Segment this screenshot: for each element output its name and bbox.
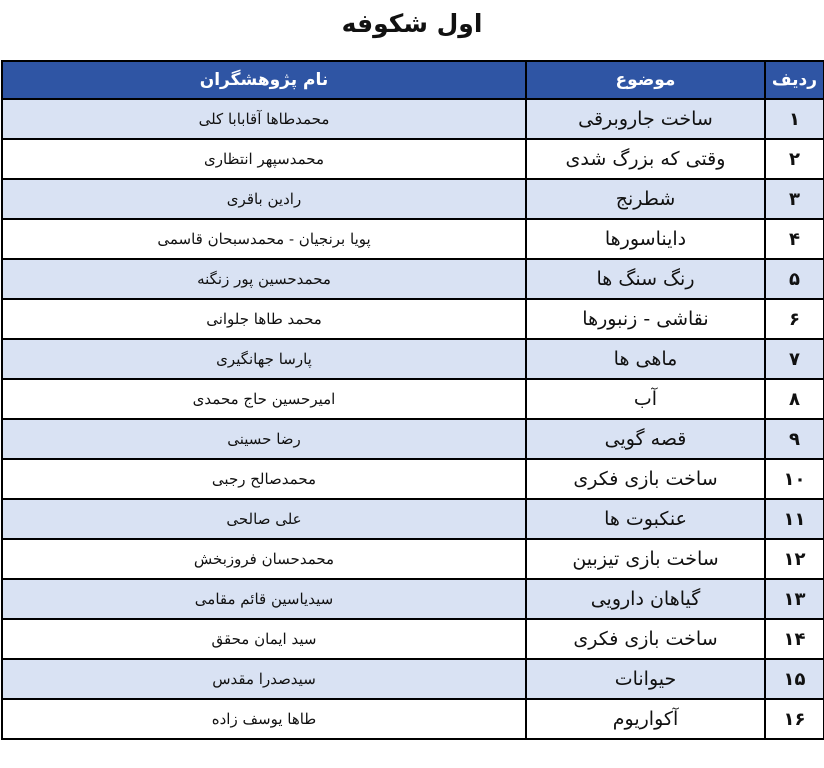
row-topic-cell: وقتی که بزرگ شدی <box>526 139 765 179</box>
row-index-cell: ۵ <box>765 259 824 299</box>
row-researchers-cell: رضا حسینی <box>2 419 526 459</box>
row-researchers-cell: سید ایمان محقق <box>2 619 526 659</box>
row-researchers-cell: سیدیاسین قائم مقامی <box>2 579 526 619</box>
row-topic-cell: حیوانات <box>526 659 765 699</box>
row-topic-cell: ماهی ها <box>526 339 765 379</box>
row-index-cell: ۱۵ <box>765 659 824 699</box>
table-row <box>2 99 824 139</box>
row-index-cell: ۴ <box>765 219 824 259</box>
row-researchers-cell: سیدصدرا مقدس <box>2 659 526 699</box>
row-researchers-cell: علی صالحی <box>2 499 526 539</box>
row-researchers-cell: پارسا جهانگیری <box>2 339 526 379</box>
row-index-cell: ۱۳ <box>765 579 824 619</box>
row-index-cell: ۱۶ <box>765 699 824 739</box>
table-row <box>2 539 824 579</box>
row-topic-cell: آب <box>526 379 765 419</box>
row-researchers-cell: محمدحسان فروزبخش <box>2 539 526 579</box>
row-index-cell: ۱۲ <box>765 539 824 579</box>
row-index-cell: ۷ <box>765 339 824 379</box>
row-index-cell: ۱۰ <box>765 459 824 499</box>
row-researchers-cell: محمدطاها آقابابا کلی <box>2 99 526 139</box>
row-researchers-cell: محمدصالح رجبی <box>2 459 526 499</box>
row-topic-cell: آکواریوم <box>526 699 765 739</box>
table-row <box>2 619 824 659</box>
table-row <box>2 379 824 419</box>
page-title: اول شکوفه <box>341 9 483 38</box>
header-index: ردیف <box>765 61 824 99</box>
row-topic-cell: ساخت بازی فکری <box>526 619 765 659</box>
researchers-table <box>1 60 824 740</box>
row-researchers-cell: طاها یوسف زاده <box>2 699 526 739</box>
row-index-cell: ۱۴ <box>765 619 824 659</box>
row-topic-cell: شطرنج <box>526 179 765 219</box>
table-row <box>2 699 824 739</box>
row-topic-cell: عنکبوت ها <box>526 499 765 539</box>
row-topic-cell: رنگ سنگ ها <box>526 259 765 299</box>
row-topic-cell: دایناسورها <box>526 219 765 259</box>
table-row <box>2 139 824 179</box>
row-researchers-cell: امیرحسین حاج محمدی <box>2 379 526 419</box>
row-researchers-cell: پویا برنجیان - محمدسبحان قاسمی <box>2 219 526 259</box>
row-index-cell: ۱۱ <box>765 499 824 539</box>
table-row <box>2 419 824 459</box>
table-row <box>2 459 824 499</box>
row-index-cell: ۳ <box>765 179 824 219</box>
table-row <box>2 579 824 619</box>
row-index-cell: ۸ <box>765 379 824 419</box>
row-topic-cell: گیاهان دارویی <box>526 579 765 619</box>
table-row <box>2 499 824 539</box>
row-index-cell: ۱ <box>765 99 824 139</box>
header-researchers: نام پژوهشگران <box>2 61 526 99</box>
table-row <box>2 259 824 299</box>
row-index-cell: ۲ <box>765 139 824 179</box>
table-row <box>2 339 824 379</box>
table-row <box>2 219 824 259</box>
row-topic-cell: قصه گویی <box>526 419 765 459</box>
row-researchers-cell: محمدحسین پور زنگنه <box>2 259 526 299</box>
row-topic-cell: ساخت بازی تیزبین <box>526 539 765 579</box>
row-researchers-cell: محمد طاها جلوانی <box>2 299 526 339</box>
table-header-row <box>2 61 824 99</box>
row-researchers-cell: رادین باقری <box>2 179 526 219</box>
table-row <box>2 299 824 339</box>
table-body <box>2 99 824 739</box>
row-topic-cell: ساخت جاروبرقی <box>526 99 765 139</box>
row-index-cell: ۹ <box>765 419 824 459</box>
row-topic-cell: ساخت بازی فکری <box>526 459 765 499</box>
row-researchers-cell: محمدسپهر انتظاری <box>2 139 526 179</box>
row-topic-cell: نقاشی - زنبورها <box>526 299 765 339</box>
table-row <box>2 179 824 219</box>
header-topic: موضوع <box>526 61 765 99</box>
row-index-cell: ۶ <box>765 299 824 339</box>
table-row <box>2 659 824 699</box>
